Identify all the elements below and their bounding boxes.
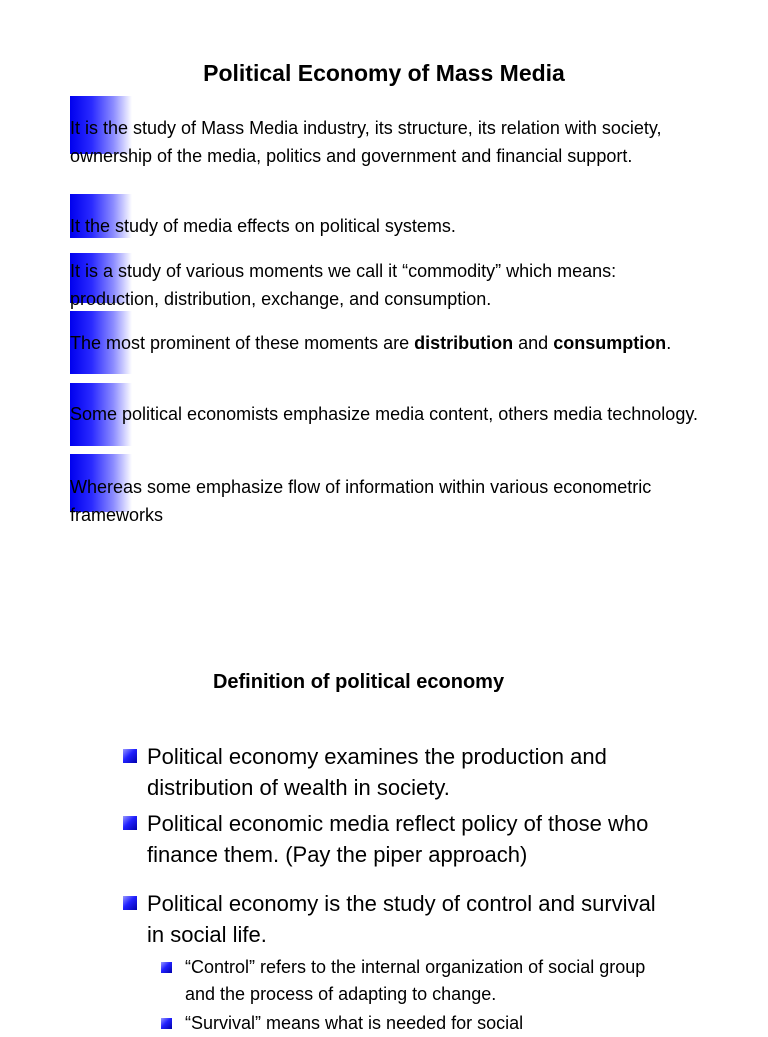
sub-bullet-text: “Control” refers to the internal organization of social group and the process of adapting to change. [185, 957, 646, 1004]
square-bullet-icon [123, 816, 137, 830]
paragraph-2 [70, 212, 710, 240]
sub-bullet-text: “Survival” means what is needed for social [185, 1013, 524, 1033]
paragraph-text: Some political economists emphasize media content, others media technology. [70, 404, 698, 424]
bullet-text: Political economic media reflect policy of those who finance them. (Pay the piper approach) [147, 811, 649, 867]
square-bullet-icon [123, 749, 137, 763]
paragraph-text: It is the study of Mass Media industry, its structure, its relation with society, ownership of the media, politics and government and financial support. [70, 118, 662, 166]
square-bullet-icon [123, 896, 137, 910]
paragraph-4 [70, 329, 710, 357]
square-bullet-icon [161, 962, 172, 973]
paragraph-5 [70, 400, 710, 428]
bold-term-consumption: consumption [553, 333, 667, 353]
paragraph-text: and [513, 333, 554, 353]
paragraph-3 [70, 257, 710, 313]
page-title: Political Economy of Mass Media [203, 60, 565, 86]
paragraph-text: . [666, 333, 672, 353]
paragraph-6 [70, 473, 710, 529]
paragraph-text: It is a study of various moments we call it “commodity” which means: production, distribution, exchange, and consumption. [70, 261, 617, 309]
paragraph-text: It the study of media effects on political systems. [70, 216, 456, 236]
section-title: Definition of political economy [212, 671, 505, 693]
bullet-text: Political economy is the study of control and survival in social life. [147, 891, 656, 947]
paragraph-text: Whereas some emphasize flow of information within various econometric frameworks [70, 477, 652, 525]
bullet-text: Political economy examines the production and distribution of wealth in society. [147, 744, 607, 800]
bold-term-distribution: distribution [414, 333, 514, 353]
paragraph-text: The most prominent of these moments are [70, 333, 415, 353]
paragraph-1 [70, 114, 710, 170]
